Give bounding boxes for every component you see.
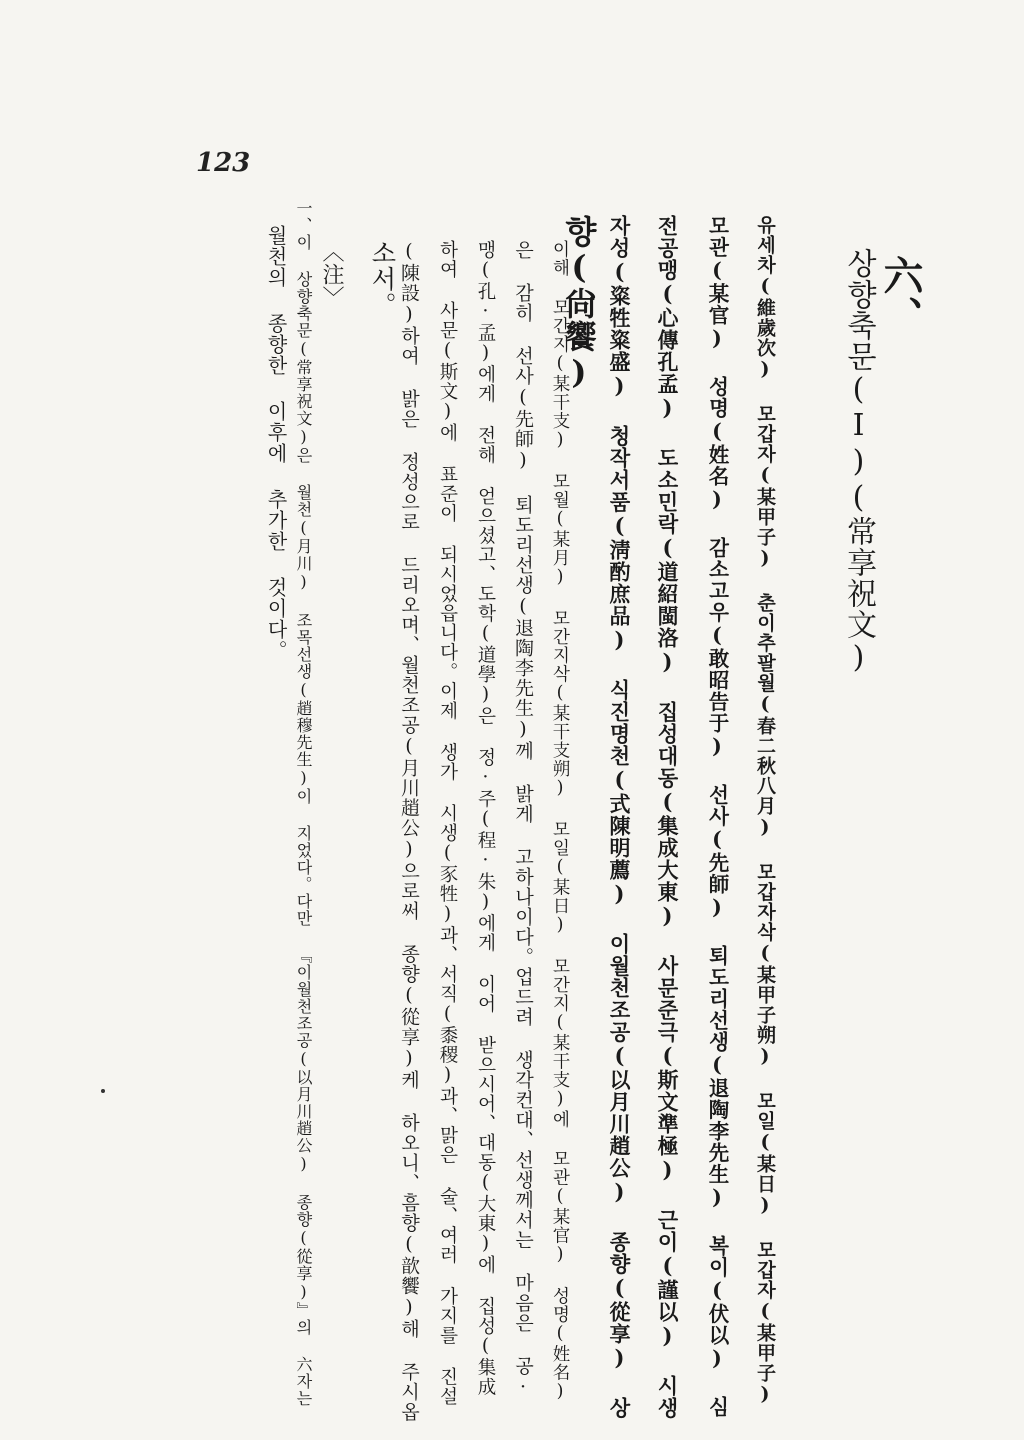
translation-line-1: 이해 모간지(某干支) 모월(某月) 모간지삭(某干支朔) 모일(某日) 모간지(某干支)에 모관(某官) 성명(姓名) xyxy=(550,240,570,1403)
translation-line-6: 소서。 xyxy=(368,240,397,318)
note-heading: 〈注〉 xyxy=(319,240,344,309)
section-title: 상향축문(Ⅰ)(常享祝文) xyxy=(841,248,876,676)
translation-line-2: 은 감히 선사(先師) 퇴도리선생(退陶李先生)께 밝게 고하나이다。업드려 생각컨대、선생께서는 마음은 공· xyxy=(512,240,534,1399)
note-line-2: 월천의 종향한 이후에 추가한 것이다。 xyxy=(264,225,288,661)
prayer-line-1: 유세차(維歲次) 모갑자(某甲子) 춘이추팔월(春二秋八月) 모갑자삭(某甲子朔) 모일(某日) 모갑자(某甲子) xyxy=(754,215,776,1406)
translation-line-4: 하여 사문(斯文)에 표준이 되시었읍니다。이제 생가 시생(豕牲)과、서직(黍稷)과、맑은 술、여러 가지를 진설 xyxy=(437,240,458,1406)
section-number: 六、 xyxy=(877,255,924,337)
prayer-line-4: 자성(粢牲粢盛) 청작서품(淸酌庶品) 식진명천(式陳明薦) 이월천조공(以月川趙公) 종향(從享) 상 xyxy=(607,215,632,1419)
prayer-line-5: 향(尙饗) xyxy=(560,215,598,392)
page-number: 123 xyxy=(196,148,251,178)
prayer-line-3: 전공맹(心傳孔孟) 도소민락(道紹閩洛) 집성대동(集成大東) 사문준극(斯文準極) 근이(謹以) 시생 xyxy=(655,215,680,1419)
translation-line-5: (陳設)하여 밝은 정성으로 드리오며、월천조공(月川趙公)으로써 종향(從享)케 하오니、흠향(歆饗)해 주시옵 xyxy=(398,240,420,1422)
note-line-1: 一、이 상향축문(常享祝文)은 월천(月川) 조목선생(趙穆先生)이 지었다。다만 『이월천조공(以月川趙公) 종향(從享)』의 六자는 xyxy=(294,200,313,1407)
speck-mark xyxy=(101,1089,105,1093)
translation-line-3: 맹(孔·孟)에게 전해 얻으셨고、도학(道學)은 정·주(程·朱)에게 이어 받으시어、대동(大東)에 집성(集成 xyxy=(475,240,496,1397)
prayer-line-2: 모관(某官) 성명(姓名) 감소고우(敢昭告于) 선사(先師) 퇴도리선생(退陶李先生) 복이(伏以) 심 xyxy=(705,215,729,1418)
